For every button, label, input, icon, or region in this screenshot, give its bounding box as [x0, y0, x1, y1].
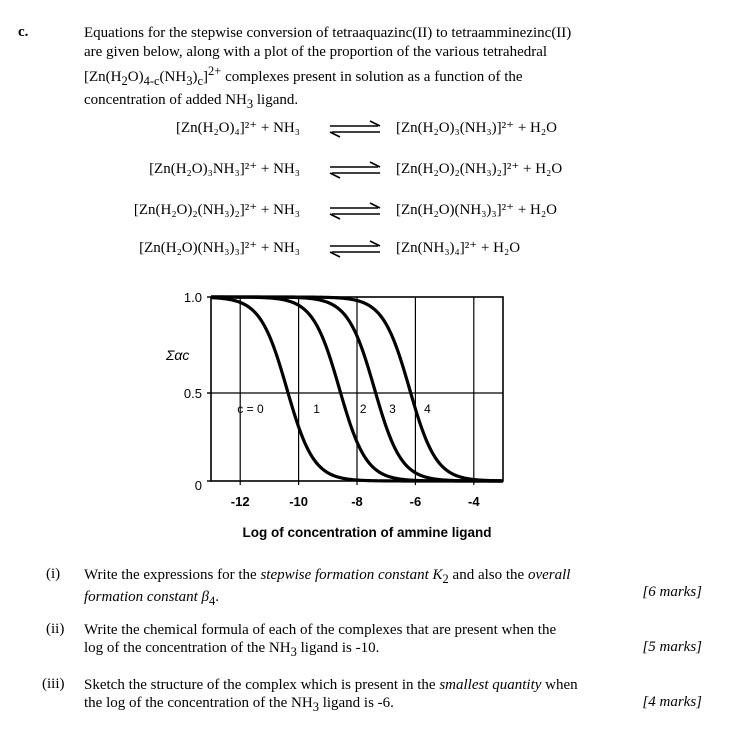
text-run: and also the: [448, 567, 528, 583]
text-run: overall: [527, 567, 571, 583]
plot-frame: [207, 297, 503, 481]
intro-paragraph: [84, 24, 612, 114]
question-number: (ii): [46, 621, 65, 637]
y-tick-label: 0: [194, 478, 202, 493]
equilibrium-arrow-icon: [328, 120, 384, 138]
x-tick-label: -6: [409, 494, 422, 509]
section-label: c.: [18, 24, 29, 40]
subscript: 3: [312, 700, 319, 714]
marks-label: [4 marks]: [642, 694, 702, 710]
y-tick-label: 0.5: [183, 386, 202, 401]
text-run: when: [541, 677, 578, 693]
marks-label: [5 marks]: [642, 639, 702, 655]
x-tick-label: -8: [351, 494, 363, 509]
curve-label: 4: [424, 402, 431, 416]
speciation-chart: [150, 280, 570, 550]
text-run: Sketch the structure of the complex which is present in the: [84, 677, 440, 693]
text-run: log of the concentration of the NH: [84, 640, 291, 656]
subscript: 3: [290, 645, 297, 659]
equilibrium-arrow-icon: [328, 161, 384, 179]
equation-left: [Zn(H₂O)₄]²⁺ + NH₃: [175, 120, 300, 136]
x-axis-label: Log of concentration of ammine ligand: [242, 525, 492, 540]
equilibrium-arrow-icon: [328, 202, 384, 220]
equation-row-1: [0, 118, 736, 144]
equation-left: [Zn(H₂O)₂(NH₃)₂]²⁺ + NH₃: [133, 202, 300, 218]
question-number: (i): [46, 566, 61, 582]
equation-right: [Zn(H₂O)(NH₃)₃]²⁺ + H₂O: [396, 202, 557, 218]
x-tick-labels: [231, 494, 481, 509]
y-axis-label: Σαc: [166, 347, 190, 363]
equation-row-4: [0, 238, 736, 264]
text-run: ligand is -6.: [318, 695, 394, 711]
equation-right: [Zn(NH₃)₄]²⁺ + H₂O: [396, 240, 521, 256]
equation-left: [Zn(H₂O)₃NH₃]²⁺ + NH₃: [149, 161, 300, 177]
text-run: smallest quantity: [439, 677, 542, 693]
intro-line-3: $[Zn(H_2O)_{4-c}(NH_3)_c]^{2+}$ complexes present in solution as a function of the: [84, 64, 523, 88]
text-run: Write the expressions for the: [84, 567, 261, 583]
intro-line-2: are given below, along with a plot of the proportion of the various tetrahedral: [84, 44, 548, 60]
subscript: 2: [442, 572, 449, 586]
question-text-iii: [84, 676, 620, 716]
vertical-gridlines: [240, 297, 474, 485]
intro-line-1: Equations for the stepwise conversion of tetraaquazinc(II) to tetraamminezinc(II): [84, 25, 572, 41]
x-tick-label: -10: [289, 494, 308, 509]
text-run: ligand is -10.: [296, 640, 380, 656]
curve-label: 2: [359, 402, 367, 416]
x-tick-label: -12: [230, 494, 250, 509]
curve-labels: [237, 402, 431, 416]
curve-label: 3: [389, 402, 396, 416]
question-number: (iii): [42, 676, 65, 692]
question-text-i: [84, 566, 620, 610]
equation-row-3: [0, 200, 736, 226]
x-tick-label: -4: [468, 494, 480, 509]
curve-label: 1: [313, 402, 320, 416]
text-run: the log of the concentration of the NH: [84, 695, 313, 711]
y-tick-label: 1.0: [183, 290, 202, 305]
text-run: .: [215, 589, 219, 605]
equation-right: [Zn(H₂O)₃(NH₃)]²⁺ + H₂O: [396, 120, 557, 136]
text-run: Write the chemical formula of each of the complexes that are present when the: [84, 622, 557, 638]
equation-left: [Zn(H₂O)(NH₃)₃]²⁺ + NH₃: [139, 240, 300, 256]
equation-row-2: [0, 159, 736, 185]
subscript: 4: [208, 594, 216, 608]
curve-label: c = 0: [237, 402, 264, 416]
question-text-ii: [84, 621, 620, 661]
equilibrium-arrow-icon: [328, 240, 384, 258]
text-run: formation constant β: [84, 589, 209, 605]
text-run: stepwise formation constant K: [260, 567, 443, 583]
marks-label: [6 marks]: [642, 584, 702, 600]
intro-line-4: concentration of added $NH_3$ ligand.: [84, 92, 299, 111]
equation-right: [Zn(H₂O)₂(NH₃)₂]²⁺ + H₂O: [396, 161, 563, 177]
